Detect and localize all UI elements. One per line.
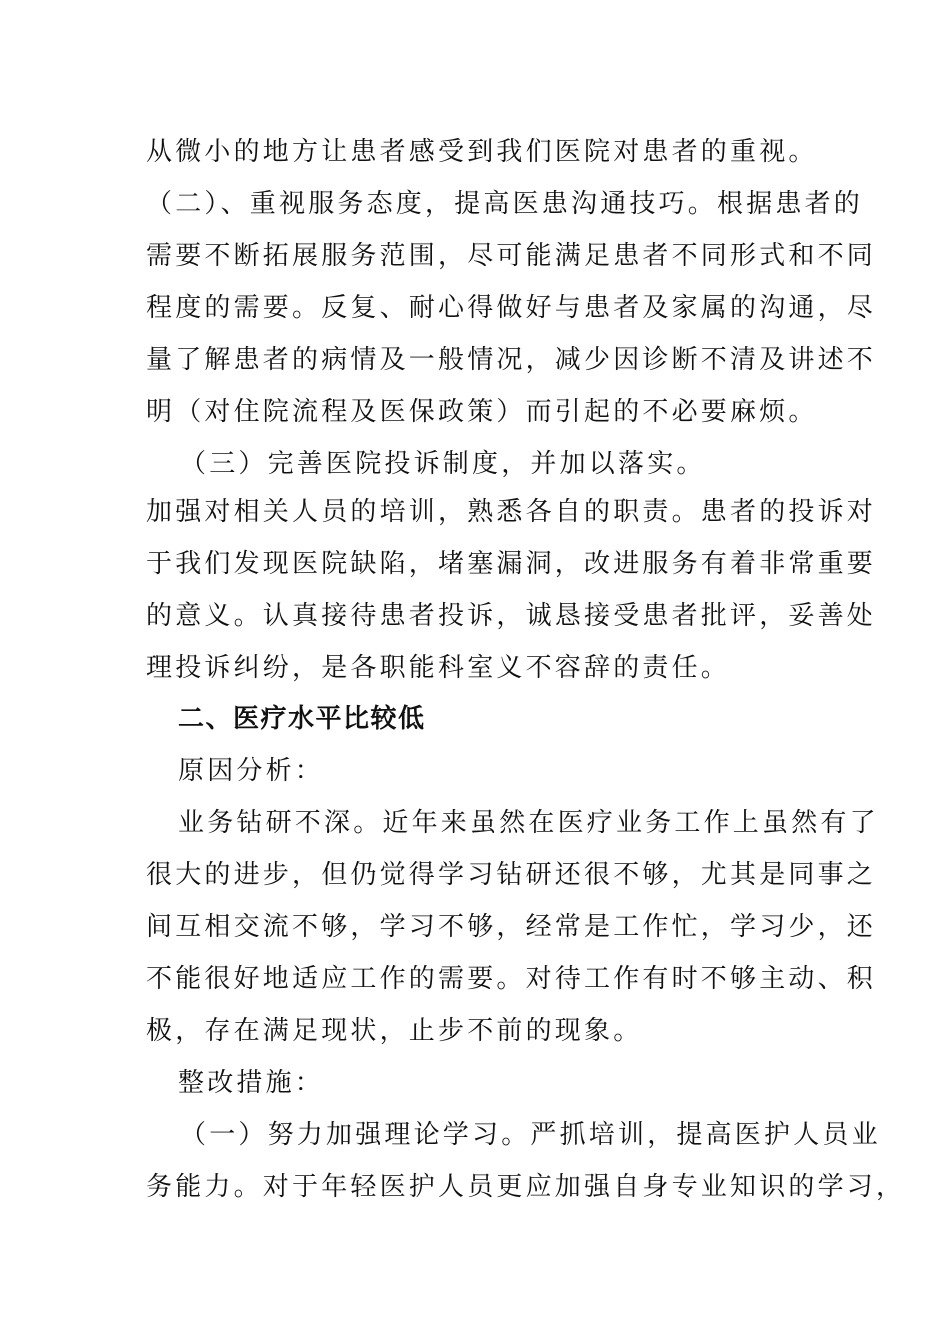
paragraph-line: 间互相交流不够，学习不够，经常是工作忙，学习少，还	[146, 912, 877, 942]
paragraph-line: 的意义。认真接待患者投诉，诚恳接受患者批评，妥善处	[146, 601, 877, 631]
paragraph-line: 务能力。对于年轻医护人员更应加强自身专业知识的学习，	[146, 1172, 906, 1202]
paragraph-line: 于我们发现医院缺陷，堵塞漏洞，改进服务有着非常重要	[146, 549, 877, 579]
paragraph-line: 不能很好地适应工作的需要。对待工作有时不够主动、积	[146, 964, 877, 994]
subheading-line: （三）完善医院投诉制度，并加以落实。	[180, 449, 706, 479]
paragraph-line: 业务钻研不深。近年来虽然在医疗业务工作上虽然有了	[178, 808, 879, 838]
paragraph-line: 明（对住院流程及医保政策）而引起的不必要麻烦。	[146, 397, 818, 427]
paragraph-line: 理投诉纠纷，是各职能科室义不容辞的责任。	[146, 653, 731, 683]
paragraph-line: 需要不断拓展服务范围，尽可能满足患者不同形式和不同	[146, 241, 877, 271]
paragraph-line: （二）、重视服务态度，提高医患沟通技巧。根据患者的	[146, 189, 864, 219]
subheading-line: 整改措施：	[178, 1068, 325, 1098]
paragraph-line: 量了解患者的病情及一般情况，减少因诊断不清及讲述不	[146, 345, 877, 375]
section-heading: 二、医疗水平比较低	[178, 704, 426, 734]
paragraph-line: 很大的进步，但仍觉得学习钻研还很不够，尤其是同事之	[146, 860, 877, 890]
paragraph-line: （一）努力加强理论学习。严抓培训，提高医护人员业	[180, 1120, 881, 1150]
paragraph-line: 从微小的地方让患者感受到我们医院对患者的重视。	[146, 137, 818, 167]
paragraph-line: 程度的需要。反复、耐心得做好与患者及家属的沟通，尽	[146, 293, 877, 323]
paragraph-line: 极，存在满足现状，止步不前的现象。	[146, 1016, 643, 1046]
subheading-line: 原因分析：	[178, 756, 325, 786]
paragraph-line: 加强对相关人员的培训，熟悉各自的职责。患者的投诉对	[146, 497, 877, 527]
